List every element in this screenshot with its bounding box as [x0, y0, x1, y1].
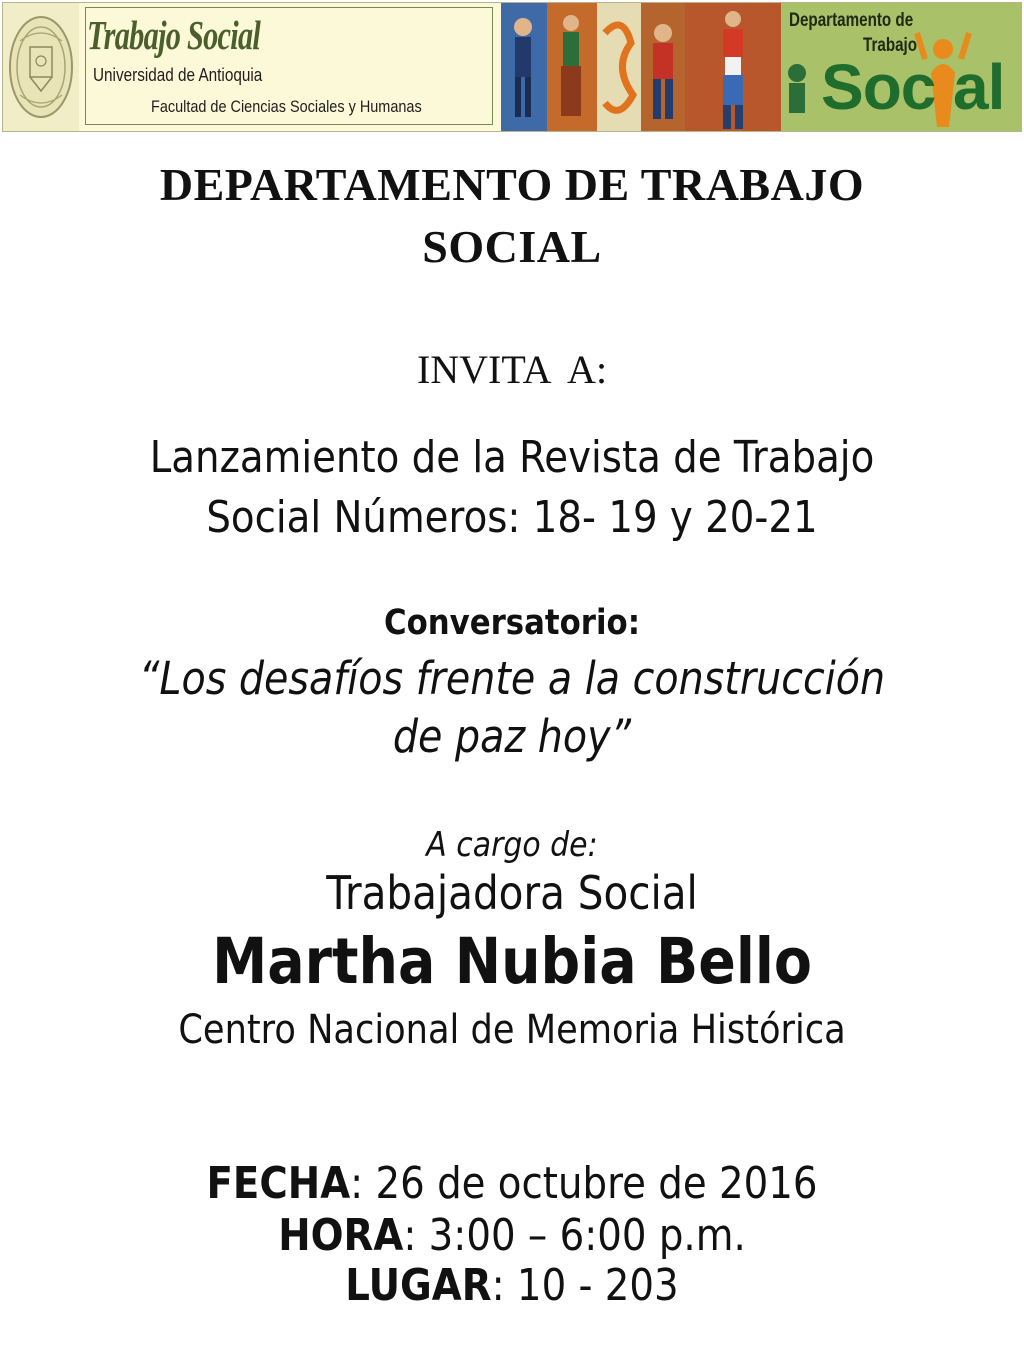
event-place [61, 1260, 962, 1311]
speaker-name: Martha Nubia Bello [212, 925, 812, 998]
event-time-label: HORA [278, 1210, 404, 1261]
invita-label: INVITA A: [416, 347, 608, 392]
speaker-role: Trabajadora Social [326, 866, 698, 920]
university-seal-icon [6, 11, 76, 123]
speaker-intro: A cargo de: [426, 825, 598, 865]
header-banner [0, 0, 1024, 135]
event-place-value: : 10 - 203 [491, 1260, 679, 1311]
banner-frame [2, 2, 1022, 132]
department-label: Departamento de [789, 10, 914, 31]
speaker-organization: Centro Nacional de Memoria Histórica [178, 1007, 846, 1053]
department-label-trabajo: Trabajo [863, 35, 918, 56]
department-heading-line1: DEPARTAMENTO DE TRABAJO [159, 159, 865, 210]
department-logo-panel [685, 3, 1021, 131]
university-seal-panel [3, 3, 79, 131]
social-logo-text-end: al [953, 51, 1005, 123]
faculty-name: Facultad de Ciencias Sociales y Humanas [151, 97, 422, 116]
event-place-label: LUGAR [345, 1260, 492, 1311]
people-illustration [501, 3, 685, 131]
event-date-value: : 26 de octubre de 2016 [350, 1158, 818, 1209]
department-heading-line2: SOCIAL [422, 221, 602, 272]
brand-title: Trabajo Social [87, 12, 261, 58]
brand-panel [79, 3, 499, 131]
launch-title-line2: Social Números: 18- 19 y 20-21 [206, 492, 818, 543]
conversatorio-title-line2: de paz hoy” [392, 710, 632, 763]
event-time-value: : 3:00 – 6:00 p.m. [403, 1210, 746, 1261]
event-date-label: FECHA [206, 1158, 351, 1209]
event-time [61, 1210, 962, 1261]
university-name: Universidad de Antioquia [93, 65, 263, 85]
conversatorio-title-line1: “Los desafíos frente a la construcción [138, 652, 886, 705]
conversatorio-label: Conversatorio: [383, 603, 641, 643]
social-logo-text-start: Soc [821, 51, 936, 123]
launch-title-line1: Lanzamiento de la Revista de Trabajo [149, 432, 875, 483]
event-date [61, 1158, 962, 1209]
illustration-panel [501, 3, 685, 131]
